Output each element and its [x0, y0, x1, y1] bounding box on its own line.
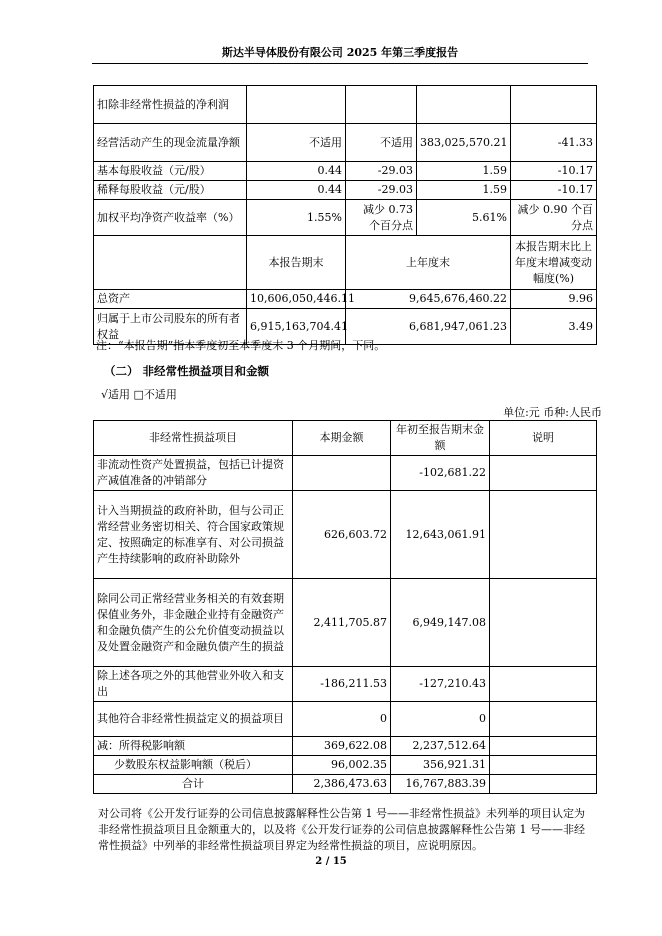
row-label: 少数股东权益影响额（税后） [94, 756, 293, 775]
row-label: 其他符合非经常性损益定义的损益项目 [94, 702, 293, 737]
applicable-indicator: √适用 □不适用 [101, 388, 177, 401]
table-row: 总资产 10,606,050,446.11 9,645,676,460.22 9.96 [94, 290, 597, 309]
row-label: 加权平均净资产收益率（%） [94, 200, 247, 236]
table-row: 计入当期损益的政府补助，但与公司正常经营业务密切相关、符合国家政策规定、按照确定的标准享有、对公司损益产生持续影响的政府补助除外 626,603.72 12,643,061.91 [94, 491, 597, 579]
table-subheader-row [94, 236, 597, 290]
table-row: 归属于上市公司股东的所有者权益 6,915,163,704.41 6,681,947,061.23 3.49 [94, 309, 597, 345]
column-header: 年初至报告期末金额 [391, 421, 490, 456]
table-row: 基本每股收益（元/股） 0.44 -29.03 1.59 -10.17 [94, 162, 597, 181]
table-row: 减：所得税影响额 369,622.08 2,237,512.64 [94, 737, 597, 756]
table-row: 除同公司正常经营业务相关的有效套期保值业务外，非金融企业持有金融资产和金融负债产生的公允价值变动损益以及处置金融资产和金融负债产生的损益 2,411,705.87 6,949,147.08 [94, 579, 597, 667]
table-note: 注：“本报告期”指本季度初至本季度末 3 个月期间，下同。 [96, 339, 386, 352]
row-label: 除同公司正常经营业务相关的有效套期保值业务外，非金融企业持有金融资产和金融负债产生的公允价值变动损益以及处置金融资产和金融负债产生的损益 [94, 579, 293, 667]
column-header: 上年度末 [346, 236, 511, 290]
page-header: 斯达半导体股份有限公司 2025 年第三季度报告 [92, 44, 588, 64]
currency-unit: 单位:元 币种:人民币 [503, 406, 602, 419]
row-label: 稀释每股收益（元/股） [94, 181, 247, 200]
column-header: 本报告期末 [247, 236, 346, 290]
table-header-row [94, 421, 597, 456]
column-header: 说明 [490, 421, 597, 456]
row-label: 归属于上市公司股东的所有者权益 [94, 309, 247, 345]
row-label: 总资产 [94, 290, 247, 309]
row-label: 非流动性资产处置损益，包括已计提资产减值准备的冲销部分 [94, 456, 293, 491]
row-label: 基本每股收益（元/股） [94, 162, 247, 181]
column-header: 本期金额 [293, 421, 391, 456]
column-header: 非经常性损益项目 [94, 421, 293, 456]
table-total-row: 合计 2,386,473.63 16,767,883.39 [94, 775, 597, 794]
table-row: 非流动性资产处置损益，包括已计提资产减值准备的冲销部分 -102,681.22 [94, 456, 597, 491]
table-row: 其他符合非经常性损益定义的损益项目 0 0 [94, 702, 597, 737]
table-row: 除上述各项之外的其他营业外收入和支出 -186,211.53 -127,210.43 [94, 667, 597, 702]
row-label: 减：所得税影响额 [94, 737, 293, 756]
table-row: 加权平均净资产收益率（%） 1.55% 减少 0.73 个百分点 5.61% 减少 0.90 个百分点 [94, 200, 597, 236]
row-label: 计入当期损益的政府补助，但与公司正常经营业务密切相关、符合国家政策规定、按照确定的标准享有、对公司损益产生持续影响的政府补助除外 [94, 491, 293, 579]
financial-data-table [93, 85, 597, 345]
page-number: 2 / 15 [315, 856, 347, 867]
table-row: 少数股东权益影响额（税后） 96,002.35 356,921.31 [94, 756, 597, 775]
row-label: 合计 [94, 775, 293, 794]
table-row: 经营活动产生的现金流量净额 不适用 不适用 383,025,570.21 -41.33 [94, 124, 597, 162]
row-label: 除上述各项之外的其他营业外收入和支出 [94, 667, 293, 702]
section-title: （二） 非经常性损益项目和金额 [104, 364, 270, 378]
non-recurring-items-table [93, 420, 597, 794]
row-label: 扣除非经常性损益的净利润 [94, 86, 247, 124]
table-row [94, 86, 597, 124]
explanation-paragraph: 对公司将《公开发行证券的公司信息披露解释性公告第 1 号——非经常性损益》未列举的项目认定为非经常性损益项目且金额重大的，以及将《公开发行证券的公司信息披露解释性公告第 1 号——非经常性损益》中列举的非经常性损益项目界定为经常性损益的项目，应说明原因。 [98, 807, 585, 852]
column-header: 本报告期末比上年度末增减变动幅度(%) [511, 236, 597, 290]
row-label: 经营活动产生的现金流量净额 [94, 124, 247, 162]
table-row: 稀释每股收益（元/股） 0.44 -29.03 1.59 -10.17 [94, 181, 597, 200]
